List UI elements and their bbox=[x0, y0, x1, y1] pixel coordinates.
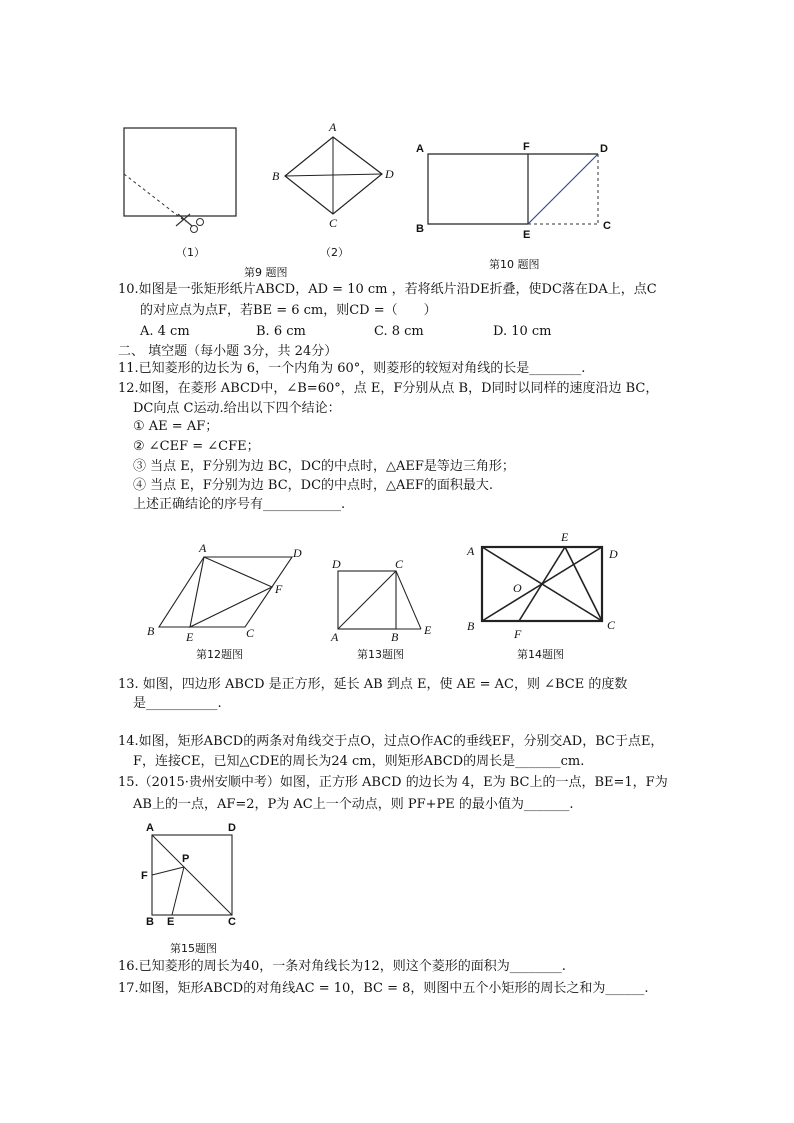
fig12-label-d: D bbox=[293, 546, 302, 560]
fig15-label-f: F bbox=[141, 870, 148, 882]
fig14-label-a: A bbox=[467, 544, 475, 558]
fig13-label-e: E bbox=[424, 623, 432, 637]
fig14-label-o: O bbox=[513, 581, 522, 595]
fig10-caption: 第10 题图 bbox=[489, 258, 540, 271]
question-15-line1: 15.（2015·贵州安顺中考）如图，正方形 ABCD 的边长为 4，E为 BC上的一点，BE=1，F为 bbox=[118, 775, 668, 790]
fig10-label-c: C bbox=[603, 220, 611, 232]
question-12-answer: 上述正确结论的序号有____________. bbox=[133, 497, 346, 512]
scissors-icon bbox=[176, 214, 204, 233]
fig12-label-a: A bbox=[199, 541, 207, 555]
question-11: 11.已知菱形的边长为 6，一个内角为 60°，则菱形的较短对角线的长是________. bbox=[118, 361, 586, 376]
fig14-label-e: E bbox=[561, 530, 569, 544]
fig14-label-b: B bbox=[467, 619, 475, 633]
fig14-caption: 第14题图 bbox=[517, 648, 564, 661]
fig12-label-f: F bbox=[275, 582, 283, 596]
fig13-caption: 第13题图 bbox=[357, 648, 404, 661]
fig13 bbox=[330, 557, 432, 644]
question-17: 17.如图，矩形ABCD的对角线AC = 10，BC = 8，则图中五个小矩形的周长之和为______. bbox=[118, 981, 649, 996]
fig9-label-b: B bbox=[272, 169, 280, 183]
fig10-label-a: A bbox=[416, 143, 424, 155]
question-16: 16.已知菱形的周长为40，一条对角线长为12，则这个菱形的面积为________. bbox=[118, 959, 566, 974]
option-a: A. 4 cm bbox=[140, 324, 190, 339]
fig12-label-b: B bbox=[147, 624, 155, 638]
fig9-caption: 第9 题图 bbox=[244, 266, 288, 279]
fig10-label-f: F bbox=[523, 141, 530, 153]
question-14-line1: 14.如图，矩形ABCD的两条对角线交于点O，过点O作AC的垂线EF，分别交AD，BC于点E， bbox=[118, 734, 664, 749]
question-12-conclusion-4: ④ 当点 E，F分别为边 BC，DC的中点时，△AEF的面积最大. bbox=[133, 478, 494, 493]
fig9-label-d: D bbox=[385, 167, 394, 181]
fig15-diagonal-ac bbox=[152, 835, 232, 915]
fig10-rect-left bbox=[428, 154, 528, 224]
fig9-label-a: A bbox=[329, 120, 337, 134]
fig15-label-p: P bbox=[182, 853, 190, 865]
question-15-line2: AB上的一点，AF=2，P为 AC上一个动点，则 PF+PE 的最小值为_______. bbox=[133, 797, 574, 812]
section-2-heading: 二、 填空题（每小题 3分，共 24分） bbox=[118, 344, 338, 359]
fig12-triangle-aef bbox=[190, 557, 272, 627]
fig12-caption: 第12题图 bbox=[196, 648, 243, 661]
fig15-label-b: B bbox=[146, 916, 154, 928]
fig10-label-d: D bbox=[600, 143, 608, 155]
fig14-label-c: C bbox=[607, 618, 616, 632]
fig14-label-f: F bbox=[514, 627, 522, 641]
fig15 bbox=[141, 822, 236, 928]
fig13-label-b: B bbox=[391, 630, 399, 644]
question-14-line2: F，连接CE，已知△CDE的周长为24 cm，则矩形ABCD的周长是_______cm. bbox=[133, 754, 585, 769]
fig9-rectangle bbox=[124, 128, 236, 216]
fig15-label-d: D bbox=[228, 822, 236, 834]
fig9-cut-line bbox=[124, 174, 186, 222]
fig14-ef bbox=[519, 547, 565, 621]
fig13-label-c: C bbox=[395, 557, 404, 571]
option-b: B. 6 cm bbox=[256, 324, 306, 339]
fig13-label-d: D bbox=[332, 557, 341, 571]
question-12-line2: DC向点 C运动.给出以下四个结论： bbox=[133, 401, 341, 416]
fig15-label-a: A bbox=[146, 822, 154, 834]
question-12-conclusion-2: ② ∠CEF = ∠CFE； bbox=[133, 439, 260, 454]
fig12-label-e: E bbox=[186, 630, 194, 644]
fig10 bbox=[416, 141, 611, 241]
fig14 bbox=[466, 530, 618, 641]
fig12-label-c: C bbox=[246, 626, 255, 640]
fig14-label-d: D bbox=[609, 547, 618, 561]
question-12-conclusion-1: ① AE = AF； bbox=[133, 419, 219, 434]
fig13-ce bbox=[396, 571, 421, 629]
fig9-part1 bbox=[124, 128, 236, 233]
question-12-conclusion-3: ③ 当点 E，F分别为边 BC，DC的中点时，△AEF是等边三角形； bbox=[133, 459, 515, 474]
fig15-pe bbox=[172, 867, 184, 915]
fig10-fold-de bbox=[528, 154, 598, 224]
fig9-part2 bbox=[272, 120, 394, 230]
fig9-sub2-caption: （2） bbox=[320, 246, 349, 259]
option-c: C. 8 cm bbox=[374, 324, 424, 339]
fig12-rhombus bbox=[159, 557, 292, 627]
fig15-caption: 第15题图 bbox=[170, 942, 217, 955]
fig13-label-a: A bbox=[331, 630, 339, 644]
question-12-line1: 12.如图，在菱形 ABCD中，∠B=60°，点 E，F分别从点 B，D同时以同样的速度沿边 BC， bbox=[118, 381, 659, 396]
option-d: D. 10 cm bbox=[493, 324, 552, 339]
question-10-line1: 10.如图是一张矩形纸片ABCD，AD = 10 cm ，若将纸片沿DE折叠，使DC落在DA上，点C bbox=[118, 282, 657, 297]
question-10-line2: 的对应点为点F，若BE = 6 cm，则CD =（ ） bbox=[140, 303, 437, 318]
fig10-label-b: B bbox=[416, 223, 424, 235]
fig12 bbox=[147, 541, 302, 644]
fig9-label-c: C bbox=[329, 216, 338, 230]
fig10-label-e: E bbox=[523, 229, 531, 241]
fig9-sub1-caption: （1） bbox=[176, 246, 205, 259]
fig15-label-e: E bbox=[167, 916, 175, 928]
fig13-diagonal-ac bbox=[338, 571, 396, 629]
question-10-options bbox=[140, 323, 600, 341]
fig15-label-c: C bbox=[228, 916, 236, 928]
question-13-line1: 13. 如图，四边形 ABCD 是正方形，延长 AB 到点 E，使 AE = AC，则 ∠BCE 的度数 bbox=[118, 677, 628, 692]
question-13-line2: 是___________. bbox=[133, 696, 222, 711]
fig15-pf bbox=[152, 867, 184, 875]
